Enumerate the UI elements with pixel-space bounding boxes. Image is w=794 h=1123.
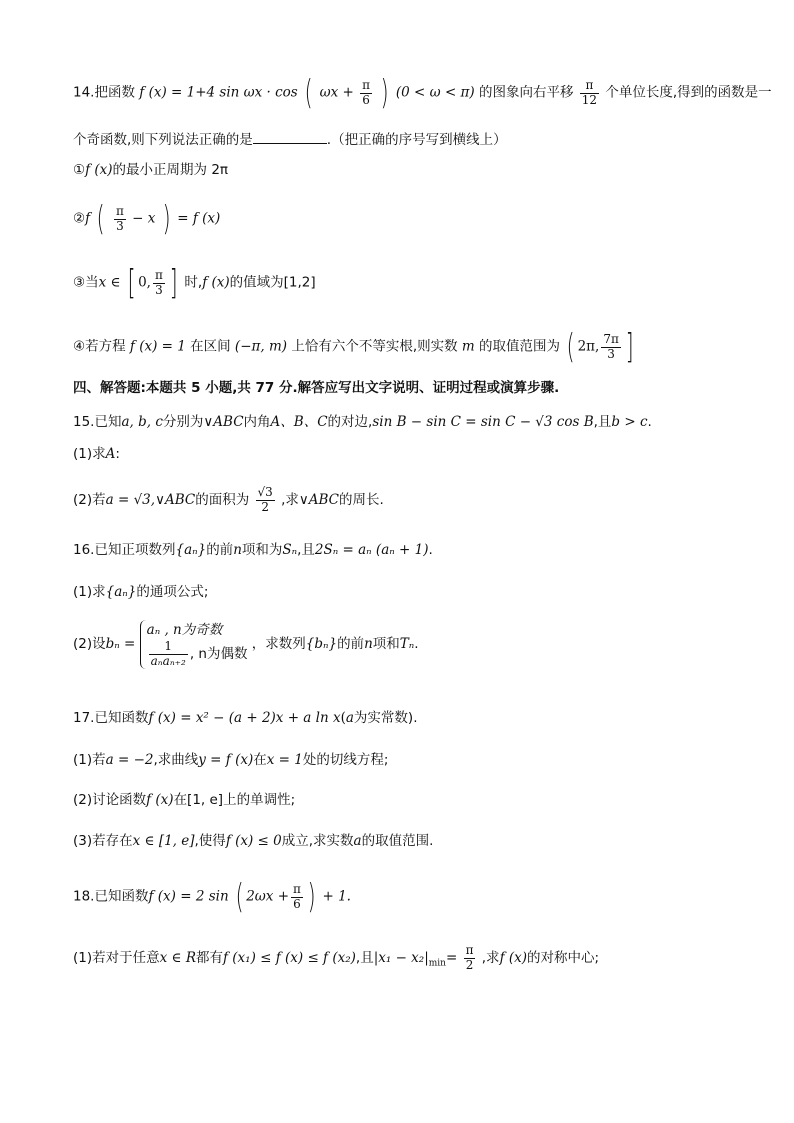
q18-stem: 18.已知函数f (x) = 2 sin ( 2ωx + $\frac{\pi}{6}$ ) + 1. [73,877,351,917]
q17-part-3: (3)若存在x ∈ [1, e],使得f (x) ≤ 0成立,求实数a的取值范围. [73,833,434,849]
q17-part-2: (2)讨论函数f (x)在[1, e]上的单调性; [73,792,296,808]
q14-stem-line2: 个奇函数,则下列说法正确的是 .（把正确的序号写到横线上） [73,132,507,148]
q15-stem: 15.已知a, b, c分别为∨ABC内角A、B、C的对边,sin B − sin C = sin C − √3 cos B,且b > c. [73,414,652,430]
q14-option-1: ①f (x)的最小正周期为 2π [73,162,229,178]
q14-option-4: ④若方程 f (x) = 1 在区间 (−π, m) 上恰有六个不等实根,则实数 m 的取值范围为 ( 2π, $\frac{7\pi}{3}$ ] [73,327,634,367]
q16-part-2: (2)设bₙ = aₙ , n为奇数 $\frac{1}{\text{aₙaₙ₊₂}}$ , n为偶数 ，求数列{bₙ}的前n项和Tₙ. [73,622,419,669]
q14-option-2: ②f ( $\frac{\pi}{3}$ − x ) = f (x) [73,199,221,239]
q14-option-3: ③当x ∈ [ 0, $\frac{\pi}{3}$ ] 时,f (x)的值域为[1,2] [73,263,316,303]
q14-stem-line1: 14.把函数 f (x) = 1+4 sin ωx · cos ( ωx + $\frac{\pi}{6}$ ) (0 < ω < π) 的图象向右平移 $\frac{\pi}{12}$ 个单位长度,得到的函数是一 [73,73,772,113]
piecewise-definition: aₙ , n为奇数 $\frac{1}{\text{aₙaₙ₊₂}}$ , n为偶数 [140,620,248,669]
q16-part-1: (1)求{aₙ}的通项公式; [73,584,209,600]
q15-part-1: (1)求A: [73,446,120,462]
q18-part-1: (1)若对于任意x ∈ R都有f (x₁) ≤ f (x) ≤ f (x₂),且$|x_1 - x_2|_{min}=$ $\frac{\pi}{2}$ ,求f (x)的对称中心; [73,943,600,972]
q17-stem: 17.已知函数f (x) = x² − (a + 2)x + a ln x(a为实常数). [73,710,418,726]
q15-part-2: (2)若a = √3,∨ABC的面积为 $\frac{√3}{2}$ ,求∨ABC的周长. [73,485,384,514]
answer-blank[interactable] [253,131,327,144]
q16-stem: 16.已知正项数列{aₙ}的前n项和为Sₙ,且2Sₙ = aₙ (aₙ + 1). [73,542,433,558]
q17-part-1: (1)若a = −2,求曲线y = f (x)在x = 1处的切线方程; [73,752,389,768]
section-heading: 四、解答题:本题共 5 小题,共 77 分.解答应写出文字说明、证明过程或演算步骤. [73,380,560,396]
